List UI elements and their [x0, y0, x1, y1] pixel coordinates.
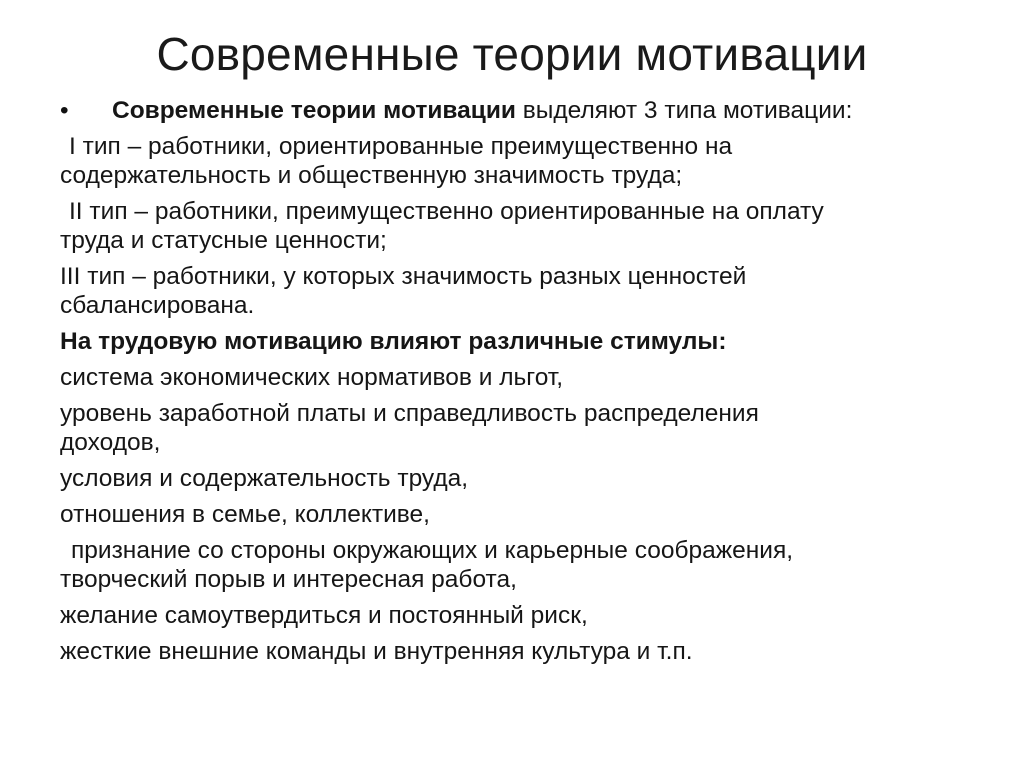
- stimulus-2-line-1: уровень заработной платы и справедливость распределения: [60, 400, 759, 427]
- stimulus-5-line-1: признание со стороны окружающих и карьерные соображения,: [71, 537, 794, 564]
- type-3-line-1: III тип – работники, у которых значимость разных ценностей: [60, 263, 747, 290]
- intro-bullet: [60, 96, 980, 125]
- stimulus-5-line-2: творческий порыв и интересная работа,: [60, 566, 517, 593]
- stimuli-heading: На трудовую мотивацию влияют различные стимулы:: [60, 328, 727, 355]
- stimulus-2: [60, 399, 980, 457]
- bullet-marker: •: [60, 97, 69, 124]
- type-1-line-2: содержательность и общественную значимость труда;: [60, 162, 683, 189]
- stimulus-6: желание самоутвердиться и постоянный риск,: [60, 602, 588, 629]
- stimulus-1: система экономических нормативов и льгот,: [60, 364, 564, 391]
- type-1: [60, 132, 980, 190]
- type-2: [60, 197, 980, 255]
- type-2-line-1: II тип – работники, преимущественно ориентированные на оплату: [69, 198, 824, 225]
- intro-text: [112, 96, 980, 125]
- type-3: [60, 262, 980, 320]
- type-2-line-2: труда и статусные ценности;: [60, 227, 387, 254]
- intro-rest: выделяют 3 типа мотивации:: [515, 97, 853, 124]
- intro-bold: Современные теории мотивации: [112, 97, 516, 124]
- type-3-line-2: сбалансирована.: [60, 292, 255, 319]
- stimulus-2-line-2: доходов,: [60, 429, 161, 456]
- stimulus-4: отношения в семье, коллективе,: [60, 501, 430, 528]
- type-1-line-1: I тип – работники, ориентированные преимущественно на: [69, 133, 733, 160]
- stimulus-3: условия и содержательность труда,: [60, 465, 469, 492]
- stimulus-7: жесткие внешние команды и внутренняя культура и т.п.: [60, 638, 693, 665]
- slide-content: [60, 96, 980, 666]
- slide-title: Современные теории мотивации: [156, 28, 868, 80]
- stimulus-5: [60, 536, 980, 594]
